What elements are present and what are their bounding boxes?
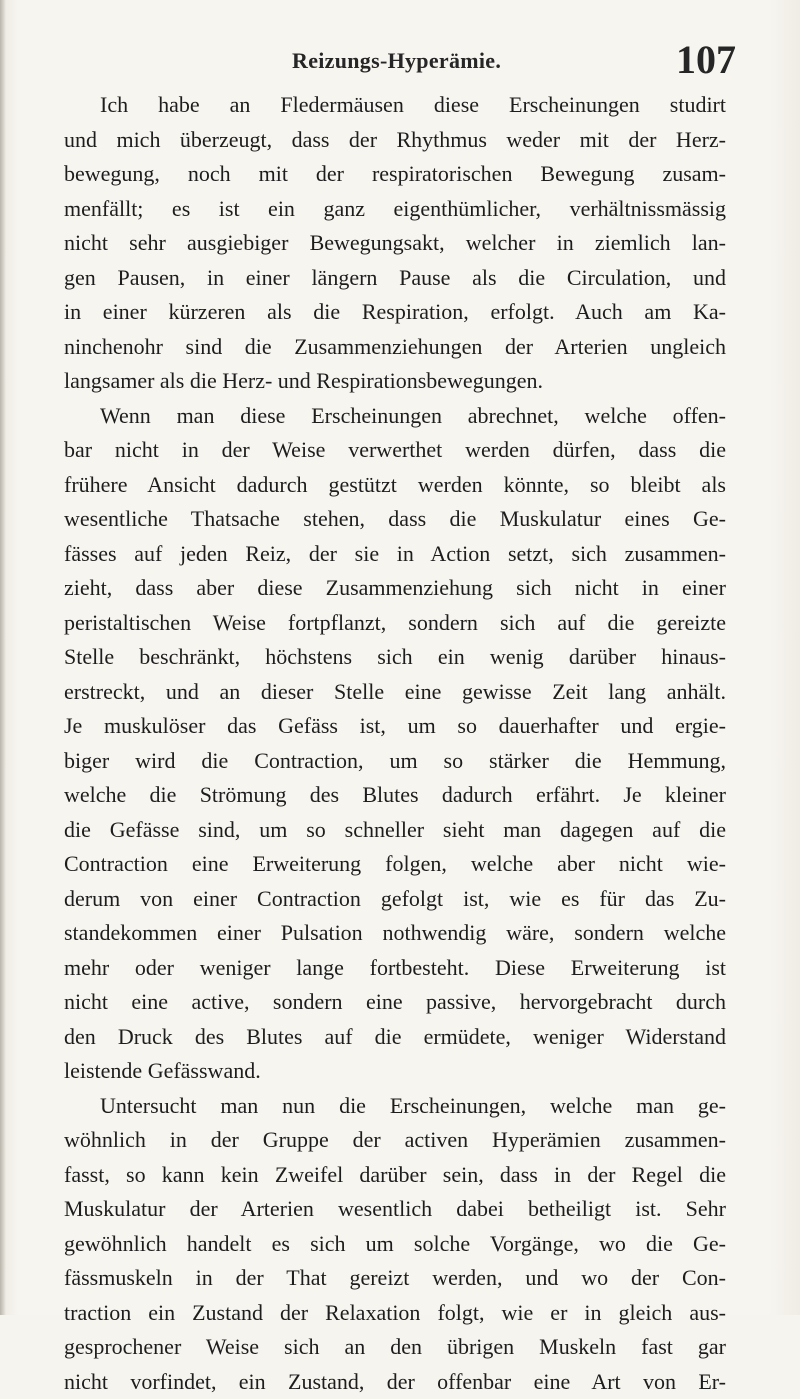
text-line: derum von einer Contraction gefolgt ist, wie es für das Zu- xyxy=(64,882,726,917)
text-line: den Druck des Blutes auf die ermüdete, weniger Widerstand xyxy=(64,1020,726,1055)
text-line: gewöhnlich handelt es sich um solche Vorgänge, wo die Ge- xyxy=(64,1227,726,1262)
page-header xyxy=(0,42,800,92)
text-line: und mich überzeugt, dass der Rhythmus weder mit der Herz- xyxy=(64,123,726,158)
text-line: leistende Gefässwand. xyxy=(64,1054,726,1089)
text-line: fasst, so kann kein Zweifel darüber sein, dass in der Regel die xyxy=(64,1158,726,1193)
text-line: zieht, dass aber diese Zusammenziehung sich nicht in einer xyxy=(64,571,726,606)
text-line: Untersucht man nun die Erscheinungen, welche man ge- xyxy=(64,1089,726,1124)
text-line: langsamer als die Herz- und Respirationsbewegungen. xyxy=(64,364,726,399)
text-line: traction ein Zustand der Relaxation folgt, wie er in gleich aus- xyxy=(64,1296,726,1331)
text-line: Je muskulöser das Gefäss ist, um so dauerhafter und ergie- xyxy=(64,709,726,744)
text-line: Ich habe an Fledermäusen diese Erscheinungen studirt xyxy=(64,88,726,123)
text-line: Stelle beschränkt, höchstens sich ein wenig darüber hinaus- xyxy=(64,640,726,675)
text-line: gen Pausen, in einer längern Pause als die Circulation, und xyxy=(64,261,726,296)
text-line: menfällt; es ist ein ganz eigenthümlicher, verhältnissmässig xyxy=(64,192,726,227)
text-line: mehr oder weniger lange fortbesteht. Diese Erweiterung ist xyxy=(64,951,726,986)
text-line: in einer kürzeren als die Respiration, erfolgt. Auch am Ka- xyxy=(64,295,726,330)
text-line: die Gefässe sind, um so schneller sieht man dagegen auf die xyxy=(64,813,726,848)
text-line: Wenn man diese Erscheinungen abrechnet, welche offen- xyxy=(64,399,726,434)
spine-shadow xyxy=(0,0,6,1315)
text-line: welche die Strömung des Blutes dadurch erfährt. Je kleiner xyxy=(64,778,726,813)
body-text xyxy=(64,88,726,1399)
text-line: Muskulatur der Arterien wesentlich dabei betheiligt ist. Sehr xyxy=(64,1192,726,1227)
text-line: biger wird die Contraction, um so stärker die Hemmung, xyxy=(64,744,726,779)
running-head: Reizungs-Hyperämie. xyxy=(292,48,501,74)
text-line: frühere Ansicht dadurch gestützt werden könnte, so bleibt als xyxy=(64,468,726,503)
text-line: Contraction eine Erweiterung folgen, welche aber nicht wie- xyxy=(64,847,726,882)
text-line: bar nicht in der Weise verwerthet werden dürfen, dass die xyxy=(64,433,726,468)
text-line: nicht vorfindet, ein Zustand, der offenbar eine Art von Er- xyxy=(64,1365,726,1399)
text-line: fässmuskeln in der That gereizt werden, und wo der Con- xyxy=(64,1261,726,1296)
text-line: standekommen einer Pulsation nothwendig wäre, sondern welche xyxy=(64,916,726,951)
page-number: 107 xyxy=(676,36,736,83)
text-line: fässes auf jeden Reiz, der sie in Action setzt, sich zusammen- xyxy=(64,537,726,572)
text-line: gesprochener Weise sich an den übrigen Muskeln fast gar xyxy=(64,1330,726,1365)
text-line: peristaltischen Weise fortpflanzt, sondern sich auf die gereizte xyxy=(64,606,726,641)
text-line: ninchenohr sind die Zusammenziehungen der Arterien ungleich xyxy=(64,330,726,365)
text-line: wöhnlich in der Gruppe der activen Hyperämien zusammen- xyxy=(64,1123,726,1158)
text-line: erstreckt, und an dieser Stelle eine gewisse Zeit lang anhält. xyxy=(64,675,726,710)
text-line: nicht eine active, sondern eine passive, hervorgebracht durch xyxy=(64,985,726,1020)
text-line: nicht sehr ausgiebiger Bewegungsakt, welcher in ziemlich lan- xyxy=(64,226,726,261)
text-line: bewegung, noch mit der respiratorischen Bewegung zusam- xyxy=(64,157,726,192)
text-line: wesentliche Thatsache stehen, dass die Muskulatur eines Ge- xyxy=(64,502,726,537)
